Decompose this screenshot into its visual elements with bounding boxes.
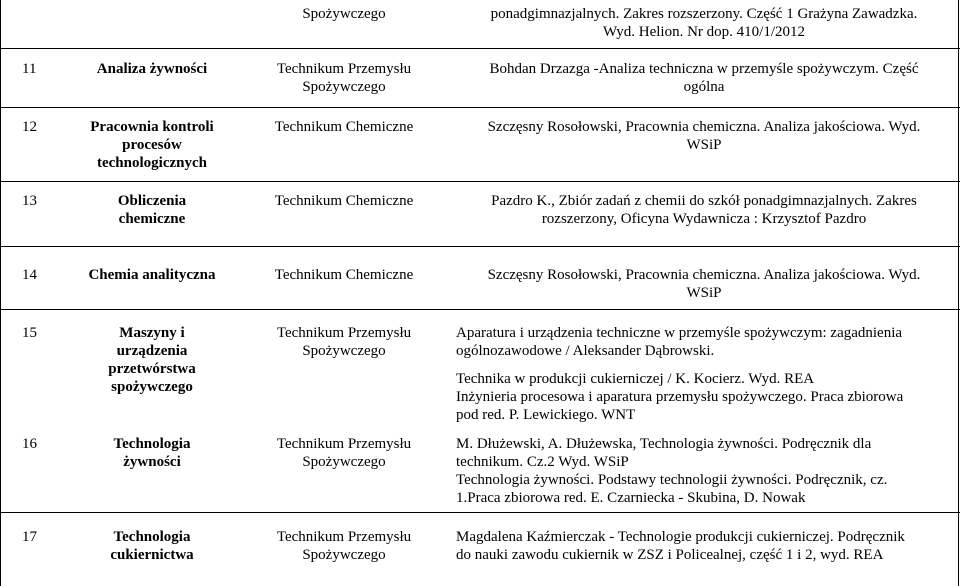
textbook-line: Bohdan Drzazga -Analiza techniczna w przemyśle spożywczym. Część [489, 61, 919, 77]
school-line: Technikum Chemiczne [274, 193, 414, 209]
textbook-list [444, 266, 960, 302]
row-number: 17 [22, 529, 37, 545]
textbook-line: ogólna [683, 79, 725, 95]
school-line: Technikum Przemysłu [276, 436, 412, 452]
subject-line: Technologia [113, 436, 191, 452]
textbook-line: ponadgimnazjalnych. Zakres rozszerzony. Część 1 Grażyna Zawadzka. [490, 6, 918, 22]
row-number: 14 [22, 267, 37, 283]
textbook-line: do nauki zawodu cukiernik w ZSZ i Policealnej, część 1 i 2, wyd. REA [456, 547, 884, 563]
textbook-line: Aparatura i urządzenia techniczne w przemyśle spożywczym: zagadnienia [456, 325, 903, 341]
subject-line: technologicznych [97, 155, 207, 171]
textbook-line: technikum. Cz.2 Wyd. WSiP [456, 454, 629, 470]
textbook-line: Inżynieria procesowa i aparatura przemysłu spożywczego. Praca zbiorowa [456, 389, 904, 405]
subject-name [60, 266, 244, 284]
subject-line: cukiernictwa [110, 547, 194, 563]
school-name [244, 266, 444, 284]
school-name [244, 435, 444, 471]
subject-line: Analiza żywności [96, 61, 208, 77]
textbook-line: Magdalena Kaźmierczak - Technologie produkcji cukierniczej. Podręcznik [456, 529, 905, 545]
subject-line: żywności [123, 454, 181, 470]
textbook-line: Technologia żywności. Podstawy technologii żywności. Podręcznik, cz. [456, 472, 888, 488]
subject-line: Chemia analityczna [88, 267, 216, 283]
row-divider [0, 181, 960, 182]
subject-name [60, 60, 244, 78]
subject-line: chemiczne [118, 211, 186, 227]
textbook-line: Szczęsny Rosołowski, Pracownia chemiczna. Analiza jakościowa. Wyd. [487, 119, 921, 135]
school-line: Technikum Przemysłu [276, 529, 412, 545]
textbook-line: Pazdro K., Zbiór zadań z chemii do szkół ponadgimnazjalnych. Zakres [491, 193, 917, 209]
subject-line: Obliczenia [117, 193, 187, 209]
school-line: Technikum Chemiczne [274, 267, 414, 283]
subject-name [60, 192, 244, 228]
textbook-line: WSiP [686, 285, 722, 301]
subject-line: Maszyny i [119, 325, 185, 341]
row-number: 13 [22, 193, 37, 209]
textbook-list [444, 528, 960, 564]
school-line: Spożywczego [302, 6, 386, 22]
textbook-list [444, 324, 960, 424]
textbook-line: ogólnozawodowe / Aleksander Dąbrowski. [456, 343, 715, 359]
textbook-line: Wyd. Helion. Nr dop. 410/1/2012 [603, 24, 805, 40]
row-divider [0, 246, 960, 247]
column-divider [0, 0, 1, 586]
school-name [244, 324, 444, 360]
school-line: Technikum Przemysłu [276, 61, 412, 77]
textbook-list [444, 5, 960, 41]
row-divider [0, 107, 960, 108]
textbook-line: WSiP [686, 137, 722, 153]
subject-line: Technologia [113, 529, 191, 545]
textbook-list [444, 192, 960, 228]
textbook-line: Technika w produkcji cukierniczej / K. Kocierz. Wyd. REA [456, 371, 815, 387]
subject-name [60, 528, 244, 564]
subject-name [60, 118, 244, 172]
subject-line: spożywczego [111, 379, 193, 395]
school-line: Technikum Przemysłu [276, 325, 412, 341]
school-name [244, 528, 444, 564]
textbook-list [444, 118, 960, 154]
school-line: Technikum Chemiczne [274, 119, 414, 135]
subject-line: przetwórstwa [108, 361, 196, 377]
row-number: 16 [22, 436, 37, 452]
row-number: 11 [22, 61, 37, 77]
row-divider [0, 512, 960, 513]
school-line: Spożywczego [302, 79, 386, 95]
textbook-line: Szczęsny Rosołowski, Pracownia chemiczna. Analiza jakościowa. Wyd. [487, 267, 921, 283]
textbook-line: pod red. P. Lewickiego. WNT [456, 407, 636, 423]
row-number: 12 [22, 119, 37, 135]
textbook-line: rozszerzony, Oficyna Wydawnicza : Krzysztof Pazdro [541, 211, 867, 227]
school-name [244, 192, 444, 210]
textbook-line: 1.Praca zbiorowa red. E. Czarniecka - Skubina, D. Nowak [456, 490, 806, 506]
school-line: Spożywczego [302, 343, 386, 359]
subject-line: Pracownia kontroli [90, 119, 214, 135]
textbook-list [444, 435, 960, 507]
subject-name [60, 435, 244, 471]
subject-line: urządzenia [116, 343, 188, 359]
textbook-spacer [456, 360, 952, 370]
row-divider [0, 309, 960, 310]
subject-line: procesów [122, 137, 182, 153]
textbook-line: M. Dłużewski, A. Dłużewska, Technologia żywności. Podręcznik dla [456, 436, 872, 452]
row-number: 15 [22, 325, 37, 341]
school-name [244, 60, 444, 96]
school-line: Spożywczego [302, 547, 386, 563]
textbook-list [444, 60, 960, 96]
school-name [244, 5, 444, 23]
subject-name [60, 324, 244, 396]
school-line: Spożywczego [302, 454, 386, 470]
row-divider [0, 48, 960, 49]
school-name [244, 118, 444, 136]
